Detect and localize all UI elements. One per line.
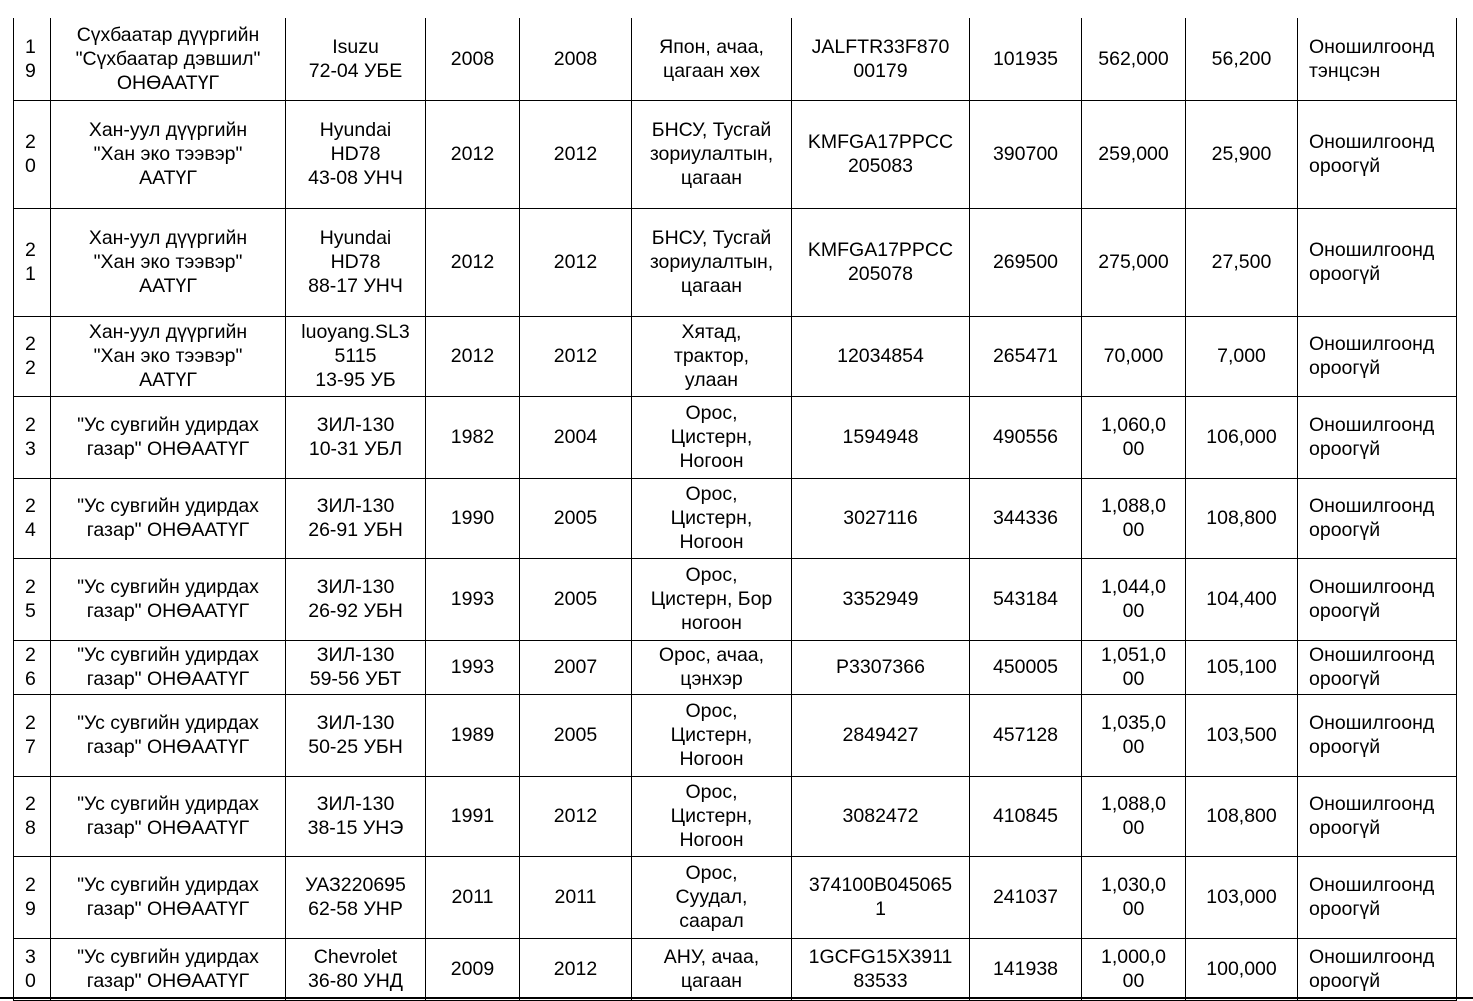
value-cell: 70,000 — [1082, 316, 1186, 396]
inspection-status-cell: Оношилгоонд ороогүй — [1298, 396, 1457, 478]
inspection-status-cell: Оношилгоонд ороогүй — [1298, 938, 1457, 1000]
organization-cell: "Ус сувгийн удирдах газар" ОНӨААТҮГ — [51, 776, 286, 856]
mileage-cell: 241037 — [970, 856, 1082, 938]
vehicle-cell: УАЗ220695 62-58 УНР — [286, 856, 426, 938]
year-made-cell: 1990 — [426, 478, 520, 558]
year-made-cell: 1993 — [426, 558, 520, 640]
value-cell: 1,030,0 00 — [1082, 856, 1186, 938]
table-row — [14, 640, 1457, 694]
tax-cell: 103,500 — [1186, 694, 1298, 776]
value-cell: 275,000 — [1082, 208, 1186, 316]
row-number: 2 0 — [14, 100, 51, 208]
tax-cell: 104,400 — [1186, 558, 1298, 640]
tax-cell: 105,100 — [1186, 640, 1298, 694]
value-cell: 1,060,0 00 — [1082, 396, 1186, 478]
value-cell: 562,000 — [1082, 18, 1186, 100]
mileage-cell: 141938 — [970, 938, 1082, 1000]
tax-cell: 27,500 — [1186, 208, 1298, 316]
organization-cell: "Ус сувгийн удирдах газар" ОНӨААТҮГ — [51, 558, 286, 640]
organization-cell: Хан-уул дүүргийн "Хан эко тээвэр" ААТҮГ — [51, 100, 286, 208]
inspection-status-cell: Оношилгоонд ороогүй — [1298, 776, 1457, 856]
organization-cell: "Ус сувгийн удирдах газар" ОНӨААТҮГ — [51, 938, 286, 1000]
year-made-cell: 1982 — [426, 396, 520, 478]
tax-cell: 56,200 — [1186, 18, 1298, 100]
vin-cell: 3082472 — [792, 776, 970, 856]
origin-type-color-cell: АНУ, ачаа, цагаан — [632, 938, 792, 1000]
value-cell: 1,035,0 00 — [1082, 694, 1186, 776]
origin-type-color-cell: Орос, Цистерн, Бор ногоон — [632, 558, 792, 640]
inspection-status-cell: Оношилгоонд ороогүй — [1298, 100, 1457, 208]
tax-cell: 100,000 — [1186, 938, 1298, 1000]
row-number: 2 4 — [14, 478, 51, 558]
year-import-cell: 2004 — [520, 396, 632, 478]
organization-cell: Хан-уул дүүргийн "Хан эко тээвэр" ААТҮГ — [51, 208, 286, 316]
vin-cell: 374100B045065 1 — [792, 856, 970, 938]
origin-type-color-cell: Орос, ачаа, цэнхэр — [632, 640, 792, 694]
inspection-status-cell: Оношилгоонд ороогүй — [1298, 640, 1457, 694]
origin-type-color-cell: Япон, ачаа, цагаан хөх — [632, 18, 792, 100]
tax-cell: 7,000 — [1186, 316, 1298, 396]
row-number: 1 9 — [14, 18, 51, 100]
mileage-cell: 269500 — [970, 208, 1082, 316]
tax-cell: 103,000 — [1186, 856, 1298, 938]
mileage-cell: 457128 — [970, 694, 1082, 776]
vin-cell: KMFGA17PPCC 205083 — [792, 100, 970, 208]
vin-cell: 1594948 — [792, 396, 970, 478]
year-made-cell: 2011 — [426, 856, 520, 938]
inspection-status-cell: Оношилгоонд ороогүй — [1298, 478, 1457, 558]
year-made-cell: 1989 — [426, 694, 520, 776]
organization-cell: Хан-уул дүүргийн "Хан эко тээвэр" ААТҮГ — [51, 316, 286, 396]
year-import-cell: 2012 — [520, 316, 632, 396]
vin-cell: 3027116 — [792, 478, 970, 558]
value-cell: 1,051,0 00 — [1082, 640, 1186, 694]
mileage-cell: 344336 — [970, 478, 1082, 558]
value-cell: 1,044,0 00 — [1082, 558, 1186, 640]
tax-cell: 108,800 — [1186, 776, 1298, 856]
inspection-status-cell: Оношилгоонд ороогүй — [1298, 694, 1457, 776]
year-made-cell: 1993 — [426, 640, 520, 694]
organization-cell: "Ус сувгийн удирдах газар" ОНӨААТҮГ — [51, 856, 286, 938]
vin-cell: KMFGA17PPCC 205078 — [792, 208, 970, 316]
row-number: 2 9 — [14, 856, 51, 938]
row-number: 2 7 — [14, 694, 51, 776]
vin-cell: 2849427 — [792, 694, 970, 776]
origin-type-color-cell: Орос, Цистерн, Ногоон — [632, 396, 792, 478]
year-import-cell: 2005 — [520, 558, 632, 640]
organization-cell: "Ус сувгийн удирдах газар" ОНӨААТҮГ — [51, 640, 286, 694]
table-row — [14, 558, 1457, 640]
tax-cell: 25,900 — [1186, 100, 1298, 208]
row-number: 3 0 — [14, 938, 51, 1000]
organization-cell: "Ус сувгийн удирдах газар" ОНӨААТҮГ — [51, 478, 286, 558]
tax-cell: 106,000 — [1186, 396, 1298, 478]
table-body — [14, 18, 1457, 1000]
table-row — [14, 938, 1457, 1000]
mileage-cell: 410845 — [970, 776, 1082, 856]
vehicle-cell: Hyundai HD78 43-08 УНЧ — [286, 100, 426, 208]
vehicle-table-wrapper — [13, 18, 1457, 1001]
row-number: 2 5 — [14, 558, 51, 640]
value-cell: 1,088,0 00 — [1082, 478, 1186, 558]
vehicle-cell: luoyang.SL3 5115 13-95 УБ — [286, 316, 426, 396]
origin-type-color-cell: БНСУ, Тусгай зориулалтын, цагаан — [632, 208, 792, 316]
tax-cell: 108,800 — [1186, 478, 1298, 558]
table-row — [14, 100, 1457, 208]
mileage-cell: 543184 — [970, 558, 1082, 640]
row-number: 2 6 — [14, 640, 51, 694]
origin-type-color-cell: Орос, Цистерн, Ногоон — [632, 694, 792, 776]
year-made-cell: 2008 — [426, 18, 520, 100]
table-row — [14, 396, 1457, 478]
year-import-cell: 2005 — [520, 478, 632, 558]
vehicle-cell: ЗИЛ-130 59-56 УБТ — [286, 640, 426, 694]
row-number: 2 3 — [14, 396, 51, 478]
organization-cell: "Ус сувгийн удирдах газар" ОНӨААТҮГ — [51, 694, 286, 776]
year-import-cell: 2012 — [520, 208, 632, 316]
year-import-cell: 2012 — [520, 776, 632, 856]
year-import-cell: 2008 — [520, 18, 632, 100]
inspection-status-cell: Оношилгоонд ороогүй — [1298, 208, 1457, 316]
mileage-cell: 101935 — [970, 18, 1082, 100]
table-row — [14, 208, 1457, 316]
inspection-status-cell: Оношилгоонд ороогүй — [1298, 316, 1457, 396]
vin-cell: 1GCFG15X3911 83533 — [792, 938, 970, 1000]
vin-cell: P3307366 — [792, 640, 970, 694]
table-row — [14, 316, 1457, 396]
origin-type-color-cell: Орос, Суудал, саарал — [632, 856, 792, 938]
mileage-cell: 265471 — [970, 316, 1082, 396]
vehicle-cell: Chevrolet 36-80 УНД — [286, 938, 426, 1000]
year-import-cell: 2011 — [520, 856, 632, 938]
year-made-cell: 1991 — [426, 776, 520, 856]
year-import-cell: 2005 — [520, 694, 632, 776]
organization-cell: "Ус сувгийн удирдах газар" ОНӨААТҮГ — [51, 396, 286, 478]
mileage-cell: 490556 — [970, 396, 1082, 478]
year-made-cell: 2012 — [426, 100, 520, 208]
table-row — [14, 776, 1457, 856]
value-cell: 259,000 — [1082, 100, 1186, 208]
row-number: 2 1 — [14, 208, 51, 316]
year-import-cell: 2012 — [520, 100, 632, 208]
inspection-status-cell: Оношилгоонд ороогүй — [1298, 856, 1457, 938]
year-made-cell: 2009 — [426, 938, 520, 1000]
inspection-status-cell: Оношилгоонд тэнцсэн — [1298, 18, 1457, 100]
origin-type-color-cell: Орос, Цистерн, Ногоон — [632, 776, 792, 856]
table-row — [14, 694, 1457, 776]
vehicle-cell: Isuzu 72-04 УБЕ — [286, 18, 426, 100]
mileage-cell: 390700 — [970, 100, 1082, 208]
mileage-cell: 450005 — [970, 640, 1082, 694]
vehicle-cell: Hyundai HD78 88-17 УНЧ — [286, 208, 426, 316]
vehicle-cell: ЗИЛ-130 38-15 УНЭ — [286, 776, 426, 856]
vin-cell: 3352949 — [792, 558, 970, 640]
year-made-cell: 2012 — [426, 208, 520, 316]
year-import-cell: 2007 — [520, 640, 632, 694]
row-number: 2 2 — [14, 316, 51, 396]
vehicle-cell: ЗИЛ-130 26-92 УБН — [286, 558, 426, 640]
origin-type-color-cell: Орос, Цистерн, Ногоон — [632, 478, 792, 558]
organization-cell: Сүхбаатар дүүргийн "Сүхбаатар дэвшил" ОНӨААТҮГ — [51, 18, 286, 100]
vehicle-cell: ЗИЛ-130 10-31 УБЛ — [286, 396, 426, 478]
vehicle-cell: ЗИЛ-130 26-91 УБН — [286, 478, 426, 558]
row-number: 2 8 — [14, 776, 51, 856]
year-import-cell: 2012 — [520, 938, 632, 1000]
vin-cell: 12034854 — [792, 316, 970, 396]
table-row — [14, 856, 1457, 938]
vehicle-cell: ЗИЛ-130 50-25 УБН — [286, 694, 426, 776]
table-row — [14, 478, 1457, 558]
year-made-cell: 2012 — [426, 316, 520, 396]
vehicle-table — [13, 18, 1457, 1001]
table-row — [14, 18, 1457, 100]
value-cell: 1,088,0 00 — [1082, 776, 1186, 856]
page-bottom-rule — [0, 997, 1473, 999]
inspection-status-cell: Оношилгоонд ороогүй — [1298, 558, 1457, 640]
value-cell: 1,000,0 00 — [1082, 938, 1186, 1000]
origin-type-color-cell: БНСУ, Тусгай зориулалтын, цагаан — [632, 100, 792, 208]
origin-type-color-cell: Хятад, трактор, улаан — [632, 316, 792, 396]
vin-cell: JALFTR33F870 00179 — [792, 18, 970, 100]
